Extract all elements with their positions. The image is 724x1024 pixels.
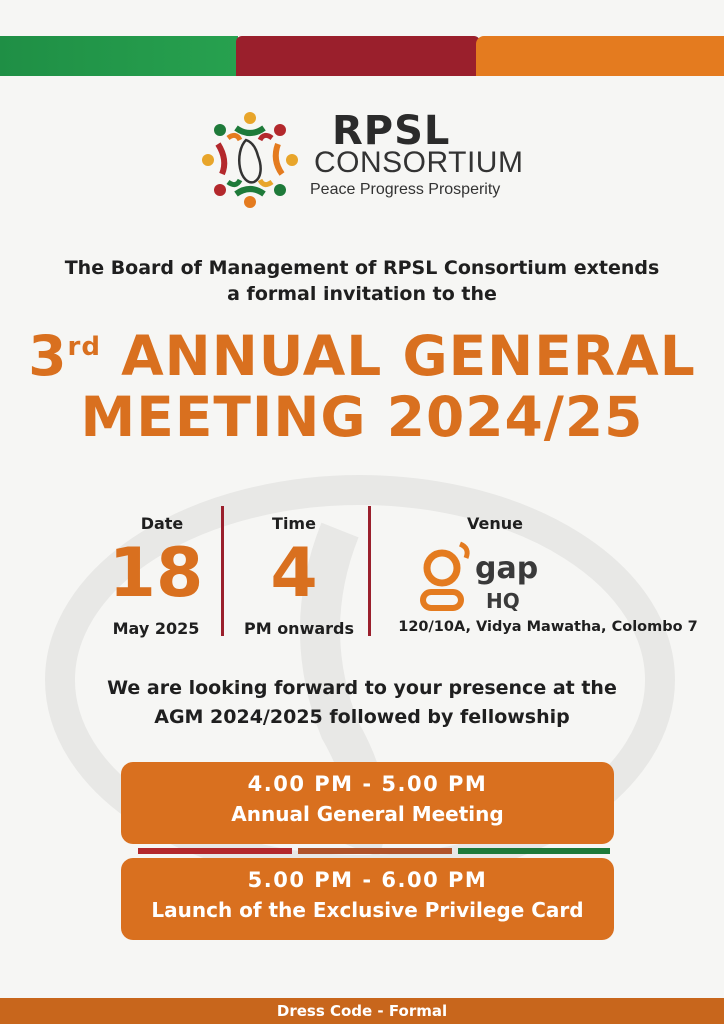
separator-red [138,848,292,854]
date-label: Date [140,514,184,533]
schedule-item-2 [121,858,614,940]
venue-address: 120/10A, Vidya Mawatha, Colombo 7 [398,619,698,635]
venue-brand: gap [475,551,539,586]
headline-line-1 [0,324,724,388]
headline-line-2: MEETING 2024/25 [80,385,644,449]
separator-green [458,848,610,854]
schedule-time-2: 5.00 PM - 6.00 PM [247,868,488,892]
schedule-time-1: 4.00 PM - 5.00 PM [247,772,488,796]
date-caption: May 2025 [112,619,200,638]
header-band-red [236,36,480,76]
intro-line-2: a formal invitation to the [227,283,497,305]
date-value: 18 [108,534,204,613]
dress-code-footer: Dress Code - Formal [0,998,724,1024]
time-caption: PM onwards [243,619,355,638]
header-band-orange [476,36,724,76]
headline-ordinal-suffix: rd [67,332,101,362]
logo-title: RPSL [332,108,451,154]
schedule-item-1 [121,762,614,844]
intro-line-1: The Board of Management of RPSL Consortium extends [64,257,660,279]
presence-line-2: AGM 2024/2025 followed by fellowship [154,706,570,728]
separator-brown [298,848,452,854]
logo-tagline: Peace Progress Prosperity [310,181,501,198]
schedule-title-1: Annual General Meeting [231,802,504,826]
presence-line-1: We are looking forward to your presence at the [107,677,617,699]
time-value: 4 [270,534,318,613]
headline-line-1-text: ANNUAL GENERAL [121,324,696,388]
venue-brand-sub: HQ [486,589,520,613]
venue-label: Venue [467,514,523,533]
logo-subtitle: CONSORTIUM [314,146,524,179]
schedule-title-2: Launch of the Exclusive Privilege Card [151,898,584,922]
rpsl-map-logo-icon [200,110,300,210]
header-band-green [0,36,238,76]
gap-hq-logo-icon [420,540,550,615]
divider-2 [368,506,371,636]
divider-1 [221,506,224,636]
headline-ordinal-number: 3 [28,324,68,388]
time-label: Time [272,514,316,533]
